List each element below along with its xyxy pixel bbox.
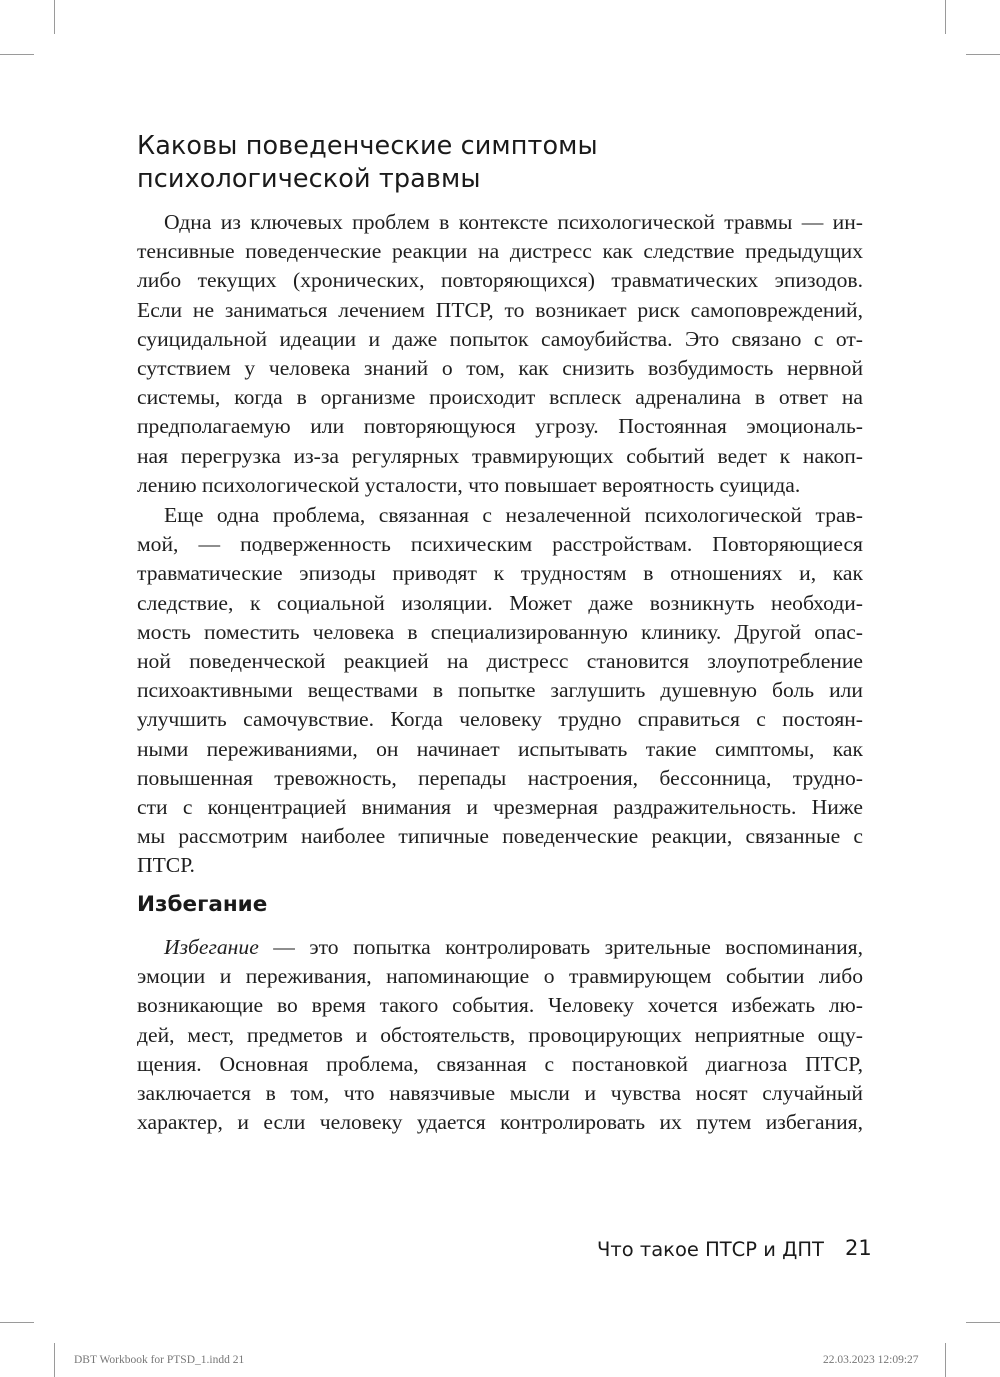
crop-mark (966, 54, 1000, 55)
text-line (137, 933, 863, 962)
text-line: щения. Основная проблема, связанная с постановкой диагноза ПТСР, (137, 1051, 863, 1076)
slug-timestamp: 22.03.2023 12:09:27 (823, 1354, 919, 1366)
crop-mark (54, 0, 55, 34)
crop-mark (945, 1343, 946, 1377)
text-line: ной поведенческой реакцией на дистресс становится злоупотребление (137, 649, 863, 674)
text-line: суицидальной идеации и даже попыток самоубийства. Это связано с от- (137, 326, 863, 351)
text-line: улучшить самочувствие. Когда человеку трудно справиться с постоян- (137, 707, 863, 732)
text-line: повышенная тревожность, перепады настроения, бессонница, трудно- (137, 765, 863, 790)
section-heading (137, 130, 877, 196)
term-avoidance: Избегание (164, 935, 259, 959)
crop-mark (0, 1322, 34, 1323)
text-line: ная перегрузка из-за регулярных травмирующих событий ведет к накоп- (137, 443, 863, 468)
text-line: травматические эпизоды приводят к трудностям в отношениях и, как (137, 561, 863, 586)
text-line: системы, когда в организме происходит всплеск адреналина в ответ на (137, 385, 863, 410)
slug-filename: DBT Workbook for PTSD_1.indd 21 (74, 1354, 245, 1366)
crop-mark (0, 54, 34, 55)
crop-mark (54, 1343, 55, 1377)
paragraph-1 (137, 208, 863, 500)
text-line: мы рассмотрим наиболее типичные поведенческие реакции, связанные с (137, 824, 863, 849)
text-line: тенсивные поведенческие реакции на дистресс как следствие предыдущих (137, 239, 863, 264)
running-title: Что такое ПТСР и ДПТ (597, 1238, 824, 1261)
text-line: мость поместить человека в специализированную клинику. Другой опас- (137, 619, 863, 644)
subheading-avoidance: Избегание (137, 892, 268, 917)
section-heading-line: Каковы поведенческие симптомы (137, 131, 598, 161)
text-line: Если не заниматься лечением ПТСР, то возникает риск самоповреждений, (137, 297, 863, 322)
paragraph-3 (137, 933, 863, 1137)
crop-mark (966, 1322, 1000, 1323)
text-line: дей, мест, предметов и обстоятельств, провоцирующих неприятные ощу- (137, 1022, 863, 1047)
text-line: следствие, к социальной изоляции. Может даже возникнуть необходи- (137, 590, 863, 615)
text-line-rest: — это попытка контролировать зрительные воспоминания, (258, 935, 863, 959)
text-line: эмоции и переживания, напоминающие о травмирующем событии либо (137, 964, 863, 989)
text-line: лению психологической усталости, что повышает вероятность суицида. (137, 472, 801, 497)
crop-mark (945, 0, 946, 34)
text-line: ными переживаниями, он начинает испытывать такие симптомы, как (137, 736, 863, 761)
text-line: предполагаемую или повторяющуюся угрозу. Постоянная эмоциональ- (137, 414, 863, 439)
text-line: мой, — подверженность психическим расстройствам. Повторяющиеся (137, 532, 863, 557)
section-heading-line: психологической травмы (137, 164, 481, 194)
text-line: сти с концентрацией внимания и чрезмерная раздражительность. Ниже (137, 795, 863, 820)
text-line: заключается в том, что навязчивые мысли и чувства носят случайный (137, 1081, 863, 1106)
text-line: Еще одна проблема, связанная с незалеченной психологической трав- (164, 503, 863, 527)
text-line: ПТСР. (137, 853, 195, 878)
text-line: сутствием у человека знаний о том, как снизить возбудимость нервной (137, 356, 863, 381)
text-line: характер, и если человеку удается контролировать их путем избегания, (137, 1110, 863, 1135)
text-line: либо текущих (хронических, повторяющихся) травматических эпизодов. (137, 268, 863, 293)
text-line: возникающие во время такого события. Человеку хочется избежать лю- (137, 993, 863, 1018)
paragraph-2 (137, 501, 863, 881)
text-line: Одна из ключевых проблем в контексте психологической травмы — ин- (164, 210, 863, 234)
page-number: 21 (845, 1236, 872, 1260)
text-line: психоактивными веществами в попытке заглушить душевную боль или (137, 678, 863, 703)
